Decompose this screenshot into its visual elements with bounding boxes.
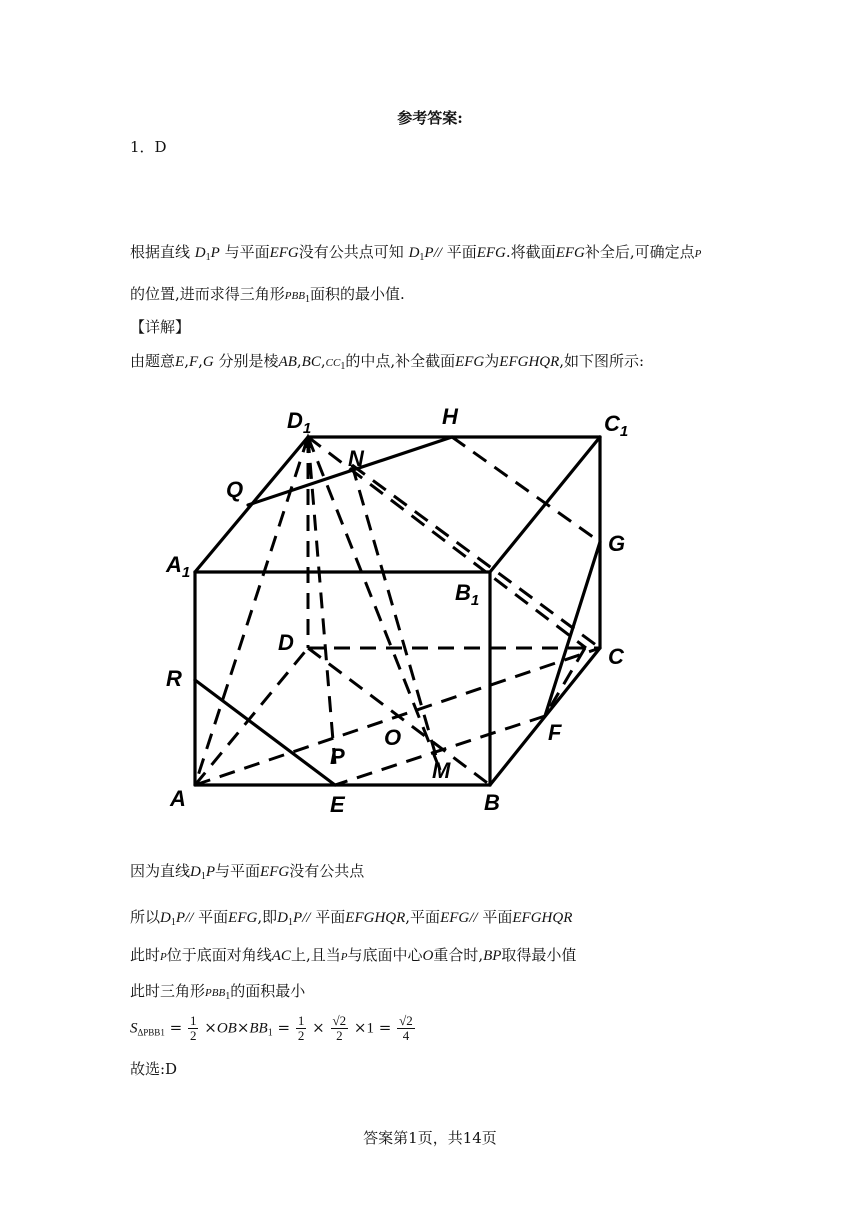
label-E: E xyxy=(330,792,345,817)
label-C: C xyxy=(608,644,624,669)
reason-line-2: 所以$D_1P//$ 平面EFG,即$D_1P//$ 平面EFGHQR,平面EFG// 平面EFGHQR xyxy=(130,908,573,928)
label-O: O xyxy=(384,725,402,750)
label-B1: $B_1$ xyxy=(455,580,480,609)
label-C1: $C_1$ xyxy=(604,411,629,440)
final-choice: 故选:D xyxy=(130,1060,178,1078)
analysis-line-1: 根据直线 $D_1P$ 与平面EFG没有公共点可知 $D_1P//$ 平面EFG.将截面EFG补全后,可确定点P xyxy=(130,243,702,263)
label-N: N xyxy=(348,446,364,471)
detail-line-1: 由题意E,F,G 分别是棱$AB,BC,CC_1$的中点,补全截面EFG为EFGHQR,如下图所示: xyxy=(130,352,645,372)
label-G: G xyxy=(608,531,626,556)
page-heading: 参考答案: xyxy=(397,109,463,127)
line-NC xyxy=(352,465,600,648)
label-D: D xyxy=(278,630,294,655)
analysis-line-2: 的位置,进而求得三角形$PBB_1$面积的最小值. xyxy=(130,285,405,305)
reason-line-3: 此时P位于底面对角线AC上,且当P与底面中心O重合时,BP取得最小值 xyxy=(130,946,577,964)
line-D1A xyxy=(195,437,308,785)
reason-line-4: 此时三角形$PBB_1$的面积最小 xyxy=(130,982,306,1002)
section-RE xyxy=(195,680,335,785)
label-A1: $A_1$ xyxy=(166,552,191,581)
reason-line-1: 因为直线$D_1P$与平面EFG没有公共点 xyxy=(130,862,365,882)
page-footer: 答案第1页，共14页 xyxy=(363,1129,497,1147)
label-R: R xyxy=(166,666,182,691)
label-B: B xyxy=(484,790,500,815)
label-A: A xyxy=(170,786,186,811)
line-D1P xyxy=(308,437,335,765)
label-P: P xyxy=(330,744,345,769)
label-F: F xyxy=(548,720,562,745)
answer-line: 1．D xyxy=(130,138,167,156)
label-H: H xyxy=(442,404,458,429)
detail-label: 【详解】 xyxy=(130,318,191,336)
label-Q: Q xyxy=(226,477,244,502)
line-CF xyxy=(545,648,585,716)
label-M: M xyxy=(432,758,451,783)
vertex-labels xyxy=(165,404,628,817)
label-D1: $D_1$ xyxy=(287,408,312,437)
area-formula: $S_{\Delta PBB1}$ = $\frac{1}{2}$ $\times OB\times BB_1$ = $\frac{1}{2}$ × $\frac{√2}{2}$ ×1 = $\frac{√2}{4}$ xyxy=(130,1013,413,1043)
